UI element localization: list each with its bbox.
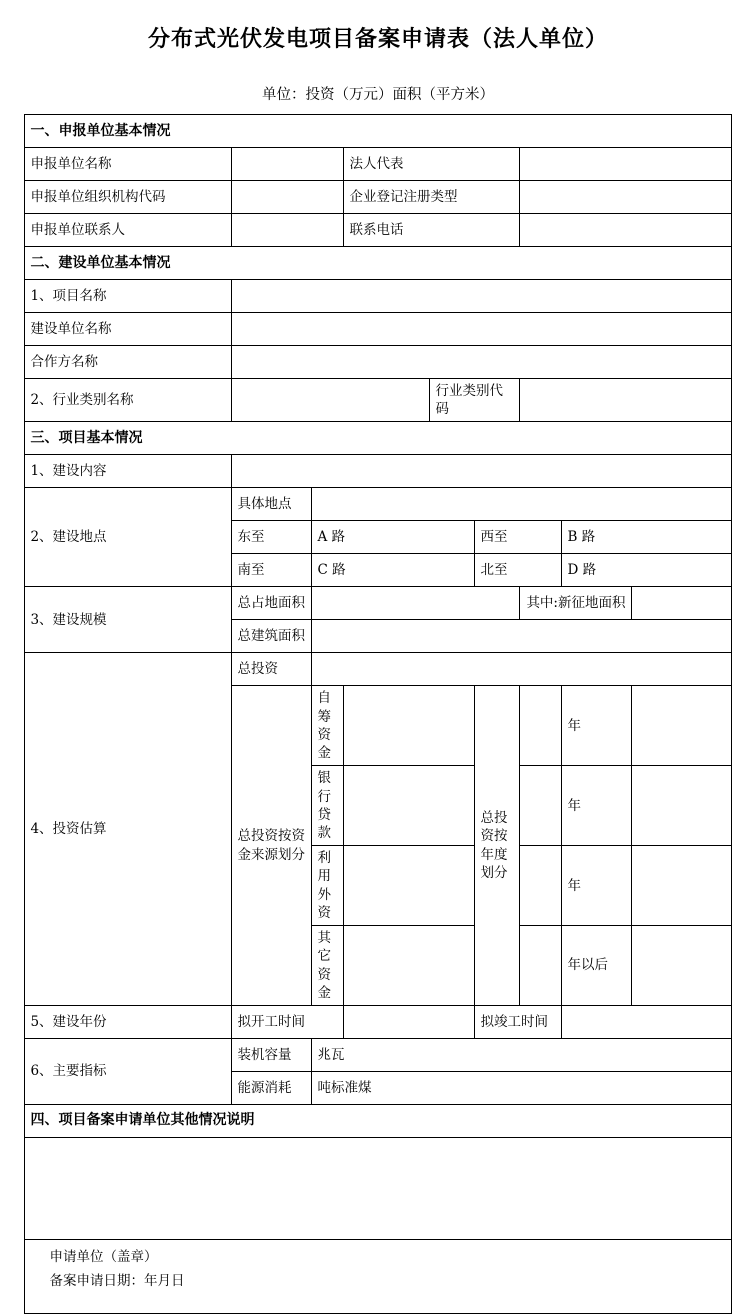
field-year-value-2[interactable] [632, 766, 731, 846]
field-south-to[interactable]: C 路 [312, 554, 475, 587]
label-legal-rep: 法人代表 [344, 148, 520, 181]
field-year-value-1[interactable] [632, 686, 731, 766]
table-row [25, 247, 731, 280]
field-plan-start[interactable] [344, 1005, 475, 1038]
label-year-after: 年以后 [562, 926, 632, 1006]
label-build-unit-name: 建设单位名称 [25, 313, 232, 346]
field-org-code[interactable] [232, 181, 344, 214]
label-other-funds: 其它资金 [312, 926, 344, 1006]
field-year-amount-1[interactable] [520, 686, 562, 766]
document-page [0, 22, 756, 1290]
label-main-index: 6、主要指标 [25, 1038, 232, 1104]
label-applicant-name: 申报单位名称 [25, 148, 232, 181]
seal-line: 申请单位（盖章） [49, 1248, 158, 1265]
label-total-invest: 总投资 [232, 653, 312, 686]
label-foreign-capital: 利用外资 [312, 846, 344, 926]
field-plan-finish[interactable] [562, 1005, 731, 1038]
field-partner-name[interactable] [232, 346, 731, 379]
table-row [25, 313, 731, 346]
field-contact-phone[interactable] [520, 214, 731, 247]
table-row [25, 148, 731, 181]
label-industry-code: 行业类别代码 [430, 379, 520, 422]
table-row [25, 1239, 731, 1313]
label-bank-loan: 银行贷款 [312, 766, 344, 846]
page-title: 分布式光伏发电项目备案申请表（法人单位） [147, 26, 608, 52]
label-build-scale: 3、建设规模 [25, 587, 232, 653]
label-specific-place: 具体地点 [232, 488, 312, 521]
label-build-location: 2、建设地点 [25, 488, 232, 587]
field-west-to[interactable]: B 路 [562, 521, 731, 554]
field-year-value-4[interactable] [632, 926, 731, 1006]
label-contact-phone: 联系电话 [344, 214, 520, 247]
label-east-to: 东至 [232, 521, 312, 554]
unit-note: 单位：投资（万元）面积（平方米） [262, 87, 494, 103]
label-west-to: 西至 [475, 521, 562, 554]
table-row [25, 346, 731, 379]
label-plan-finish: 拟竣工时间 [475, 1005, 562, 1038]
table-row [25, 379, 731, 422]
label-contact-person: 申报单位联系人 [25, 214, 232, 247]
label-total-build-area: 总建筑面积 [232, 620, 312, 653]
table-row [25, 280, 731, 313]
field-build-content[interactable] [232, 455, 731, 488]
label-year-2: 年 [562, 766, 632, 846]
label-industry-name: 2、行业类别名称 [25, 379, 232, 422]
field-total-land-area[interactable] [312, 587, 520, 620]
label-org-code: 申报单位组织机构代码 [25, 181, 232, 214]
label-build-content: 1、建设内容 [25, 455, 232, 488]
table-row [25, 488, 731, 521]
label-year-3: 年 [562, 846, 632, 926]
section-header-1: 一、申报单位基本情况 [25, 115, 731, 148]
label-year-1: 年 [562, 686, 632, 766]
field-year-value-3[interactable] [632, 846, 731, 926]
application-form-table [24, 114, 731, 1314]
field-year-amount-3[interactable] [520, 846, 562, 926]
table-row [25, 1104, 731, 1137]
field-among-new-land[interactable] [632, 587, 731, 620]
field-north-to[interactable]: D 路 [562, 554, 731, 587]
label-north-to: 北至 [475, 554, 562, 587]
table-row [25, 587, 731, 620]
field-installed-capacity[interactable]: 兆瓦 [312, 1038, 731, 1071]
label-installed-capacity: 装机容量 [232, 1038, 312, 1071]
field-industry-name[interactable] [232, 379, 430, 422]
label-energy-consume: 能源消耗 [232, 1071, 312, 1104]
label-partner-name: 合作方名称 [25, 346, 232, 379]
field-east-to[interactable]: A 路 [312, 521, 475, 554]
label-by-source: 总投资按资金来源划分 [232, 686, 312, 1006]
label-project-name: 1、项目名称 [25, 280, 232, 313]
field-bank-loan[interactable] [344, 766, 475, 846]
field-year-amount-4[interactable] [520, 926, 562, 1006]
field-build-unit-name[interactable] [232, 313, 731, 346]
field-other-explanation[interactable] [25, 1137, 731, 1239]
table-row [25, 115, 731, 148]
section-header-3: 三、项目基本情况 [25, 422, 731, 455]
label-plan-start: 拟开工时间 [232, 1005, 344, 1038]
table-row [25, 1005, 731, 1038]
label-reg-type: 企业登记注册类型 [344, 181, 520, 214]
table-row [25, 653, 731, 686]
table-row [25, 1038, 731, 1071]
field-project-name[interactable] [232, 280, 731, 313]
label-by-year: 总投资按年度划分 [475, 686, 520, 1006]
field-specific-place[interactable] [312, 488, 731, 521]
table-row [25, 422, 731, 455]
field-self-funds[interactable] [344, 686, 475, 766]
table-row [25, 1137, 731, 1239]
table-row [25, 455, 731, 488]
label-invest-estimate: 4、投资估算 [25, 653, 232, 1006]
section-header-4: 四、项目备案申请单位其他情况说明 [25, 1104, 731, 1137]
table-row [25, 181, 731, 214]
section-header-2: 二、建设单位基本情况 [25, 247, 731, 280]
label-self-funds: 自筹资金 [312, 686, 344, 766]
table-row [25, 214, 731, 247]
field-legal-rep[interactable] [520, 148, 731, 181]
label-total-land-area: 总占地面积 [232, 587, 312, 620]
label-among-new-land: 其中:新征地面积 [520, 587, 632, 620]
label-south-to: 南至 [232, 554, 312, 587]
field-industry-code[interactable] [520, 379, 731, 422]
field-applicant-name[interactable] [232, 148, 344, 181]
field-reg-type[interactable] [520, 181, 731, 214]
date-line: 备案申请日期：年月日 [49, 1273, 185, 1290]
field-year-amount-2[interactable] [520, 766, 562, 846]
field-contact-person[interactable] [232, 214, 344, 247]
field-total-build-area[interactable] [312, 620, 731, 653]
field-other-funds[interactable] [344, 926, 475, 1006]
field-total-invest[interactable] [312, 653, 731, 686]
label-build-year: 5、建设年份 [25, 1005, 232, 1038]
signature-block [25, 1239, 731, 1313]
field-foreign-capital[interactable] [344, 846, 475, 926]
field-energy-consume[interactable]: 吨标准煤 [312, 1071, 731, 1104]
